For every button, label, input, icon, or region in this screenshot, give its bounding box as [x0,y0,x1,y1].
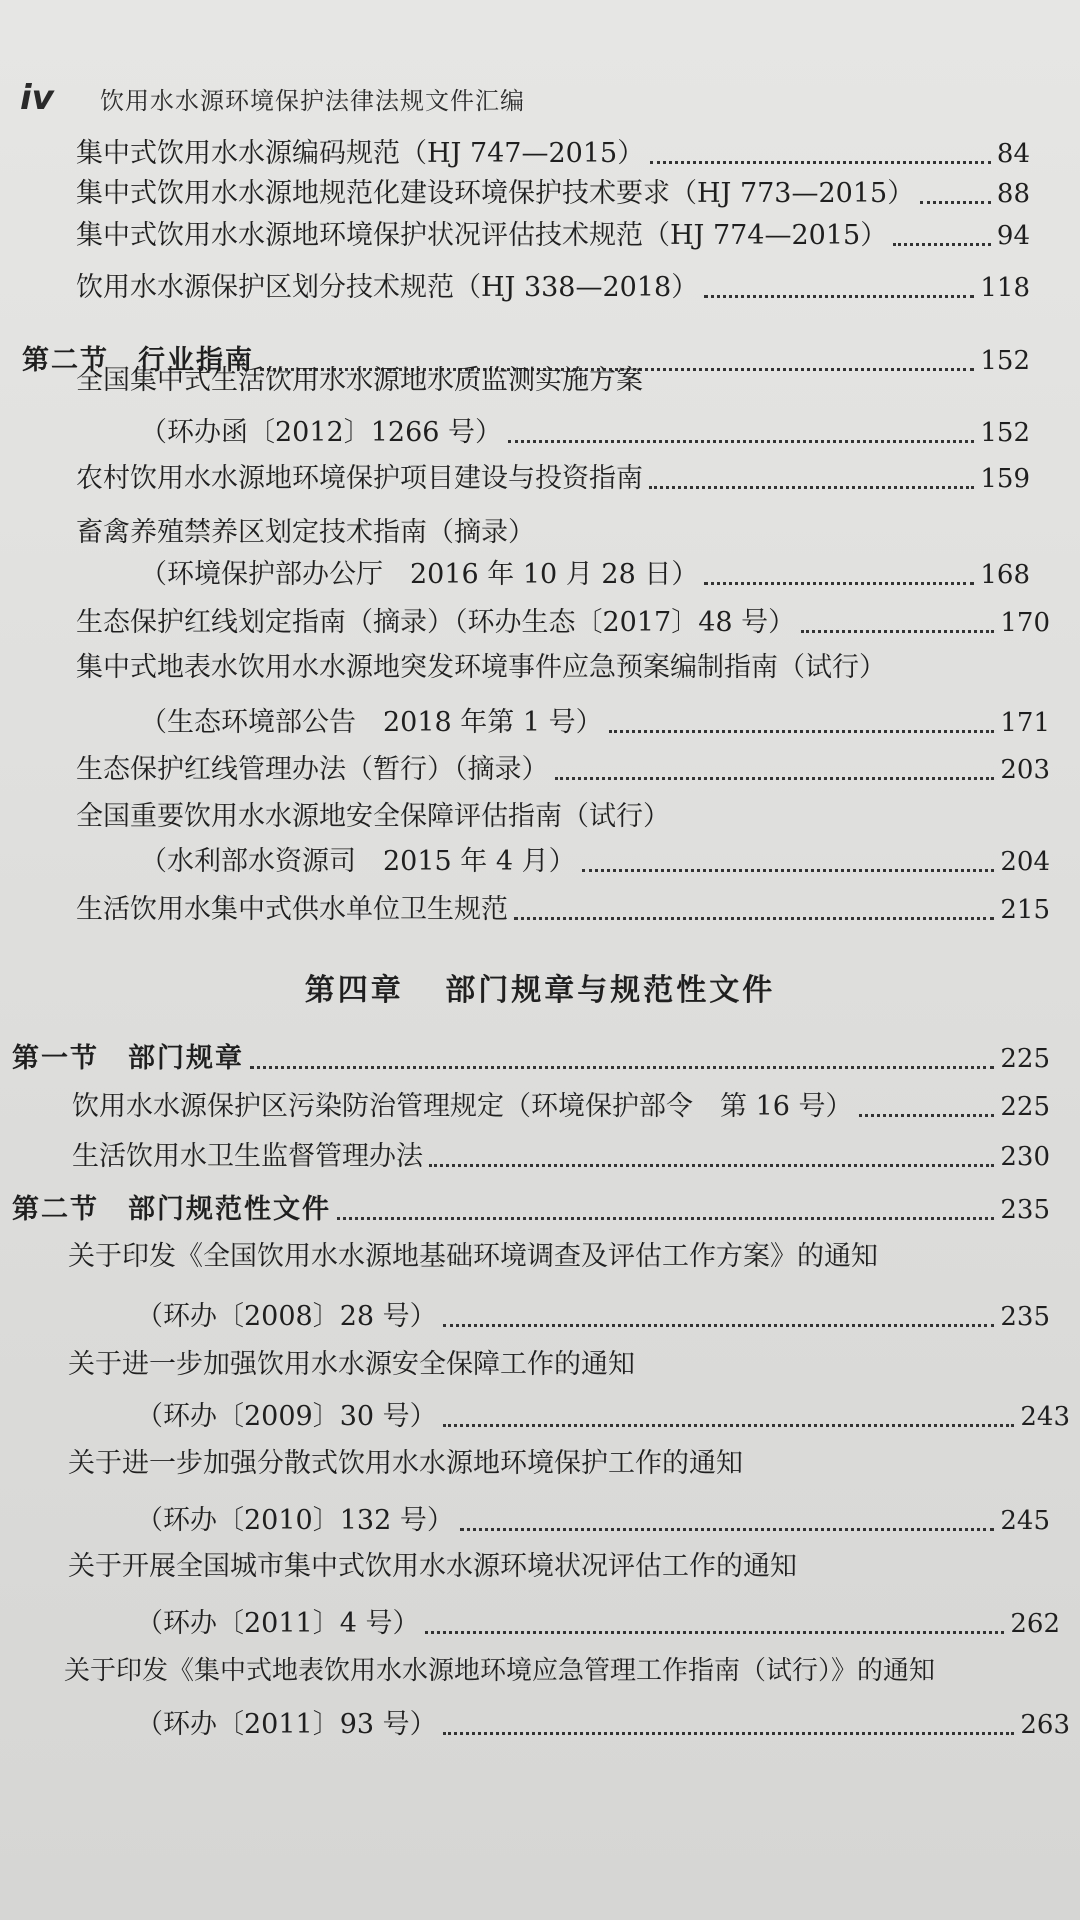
entry-title: 全国重要饮用水水源地安全保障评估指南（试行） [76,801,670,832]
dot-leader [337,1216,994,1220]
entry-title: 关于进一步加强饮用水水源安全保障工作的通知 [68,1349,635,1380]
toc-entry [76,271,1030,305]
entry-page: 171 [1000,708,1050,738]
entry-title: 饮用水水源保护区污染防治管理规定（环境保护部令 第 16 号） [72,1091,853,1122]
toc-entry [72,1140,1050,1174]
entry-title: 畜禽养殖禁养区划定技术指南（摘录） [76,517,535,548]
entry-page: 215 [1000,895,1050,925]
toc-entry-sub [140,416,1030,450]
dot-leader [704,294,974,298]
entry-page: 225 [1000,1092,1050,1122]
toc-entry [76,364,1030,398]
entry-page: 225 [1000,1044,1050,1074]
entry-page: 159 [980,464,1030,494]
toc-entry-sub [136,1504,1050,1538]
entry-subtitle: （环办〔2011〕93 号） [136,1709,437,1740]
dot-leader [443,1323,995,1327]
dot-leader [582,868,995,872]
chapter-number: 第四章 [304,973,404,1008]
entry-page: 235 [1000,1302,1050,1332]
entry-title: 关于开展全国城市集中式饮用水水源环境状况评估工作的通知 [68,1551,797,1582]
entry-subtitle: （环办〔2010〕132 号） [136,1505,454,1536]
entry-title: 关于进一步加强分散式饮用水水源地环境保护工作的通知 [68,1448,743,1479]
dot-leader [555,776,995,780]
toc-entry [68,1550,1050,1584]
toc-entry [76,800,1030,834]
entry-page: 263 [1020,1710,1070,1740]
entry-title: 集中式饮用水水源地环境保护状况评估技术规范（HJ 774—2015） [76,220,888,251]
entry-page: 230 [1000,1142,1050,1172]
entry-page: 235 [1000,1195,1050,1225]
entry-page: 204 [1000,847,1050,877]
dot-leader [650,160,991,164]
toc-section [12,1042,1050,1076]
page-number: iv [20,78,54,118]
toc-entry [72,1090,1050,1124]
entry-title: 生活饮用水卫生监督管理办法 [72,1141,423,1172]
entry-page: 203 [1000,755,1050,785]
dot-leader [859,1113,995,1117]
toc-entry [76,753,1050,787]
toc-entry-sub [136,1300,1050,1334]
entry-page: 94 [996,221,1030,251]
toc-entry [68,1240,1050,1274]
dot-leader [801,629,994,633]
toc-entry [76,893,1050,927]
entry-subtitle: （环办函〔2012〕1266 号） [140,417,503,448]
toc-entry-sub [140,845,1050,879]
section-title: 第二节 行业指南 [22,345,254,376]
entry-page: 170 [1000,608,1050,638]
entry-title: 集中式饮用水水源地规范化建设环境保护技术要求（HJ 773—2015） [76,178,915,209]
entry-subtitle: （水利部水资源司 2015 年 4 月） [140,846,576,877]
toc-section [12,1193,1050,1227]
toc-entry-sub [136,1607,1060,1641]
entry-page: 88 [996,179,1030,209]
chapter-title: 部门规章与规范性文件 [445,973,776,1008]
toc-entry-sub [136,1708,1070,1742]
dot-leader [609,729,995,733]
entry-page: 245 [1000,1506,1050,1536]
chapter-heading [0,965,1080,1009]
entry-title: 生活饮用水集中式供水单位卫生规范 [76,894,508,925]
toc-entry-sub [140,558,1030,592]
entry-page: 152 [980,346,1030,376]
toc-entry [64,1654,1070,1688]
entry-subtitle: （环办〔2011〕4 号） [136,1608,420,1639]
dot-leader [920,200,991,204]
dot-leader [704,581,974,585]
toc-entry [76,219,1030,253]
running-title: 饮用水水源环境保护法律法规文件汇编 [100,87,525,115]
entry-title: 生态保护红线管理办法（暂行）（摘录） [76,754,549,785]
entry-page: 168 [980,560,1030,590]
entry-page: 152 [980,418,1030,448]
toc-entry-sub [136,1400,1070,1434]
toc-entry [68,1447,1050,1481]
entry-title: 生态保护红线划定指南（摘录）（环办生态〔2017〕48 号） [76,607,796,638]
toc-entry [76,462,1030,496]
dot-leader [443,1731,1015,1735]
toc-entry [76,651,1030,685]
entry-subtitle: （环境保护部办公厅 2016 年 10 月 28 日） [140,559,699,590]
toc-entry-sub [140,706,1050,740]
entry-subtitle: （环办〔2009〕30 号） [136,1401,437,1432]
toc-entry [76,177,1030,211]
section-title: 第一节 部门规章 [12,1043,244,1074]
entry-title: 饮用水水源保护区划分技术规范（HJ 338—2018） [76,272,699,303]
entry-title: 关于印发《集中式地表饮用水水源地环境应急管理工作指南（试行）》的通知 [64,1656,936,1686]
dot-leader [460,1527,995,1531]
dot-leader [514,916,994,920]
entry-page: 84 [996,139,1030,169]
dot-leader [443,1423,1015,1427]
toc-entry [76,137,1030,171]
entry-title: 农村饮用水水源地环境保护项目建设与投资指南 [76,463,643,494]
toc-entry [76,516,1030,550]
entry-subtitle: （生态环境部公告 2018 年第 1 号） [140,707,603,738]
entry-title: 集中式地表水饮用水水源地突发环境事件应急预案编制指南（试行） [76,652,886,683]
dot-leader [649,485,974,489]
dot-leader [893,242,991,246]
dot-leader [508,439,974,443]
toc-entry [68,1348,1050,1382]
dot-leader [429,1163,994,1167]
section-title: 第二节 部门规范性文件 [12,1194,331,1225]
entry-title: 关于印发《全国饮用水水源地基础环境调查及评估工作方案》的通知 [68,1241,878,1272]
entry-title: 全国集中式生活饮用水水源地水质监测实施方案 [76,365,643,396]
dot-leader [425,1630,1004,1634]
entry-subtitle: （环办〔2008〕28 号） [136,1301,437,1332]
entry-page: 243 [1020,1402,1070,1432]
entry-title: 集中式饮用水水源编码规范（HJ 747—2015） [76,138,645,169]
toc-entry [76,606,1050,640]
entry-page: 118 [980,273,1030,303]
entry-page: 262 [1010,1609,1060,1639]
dot-leader [250,1065,994,1069]
